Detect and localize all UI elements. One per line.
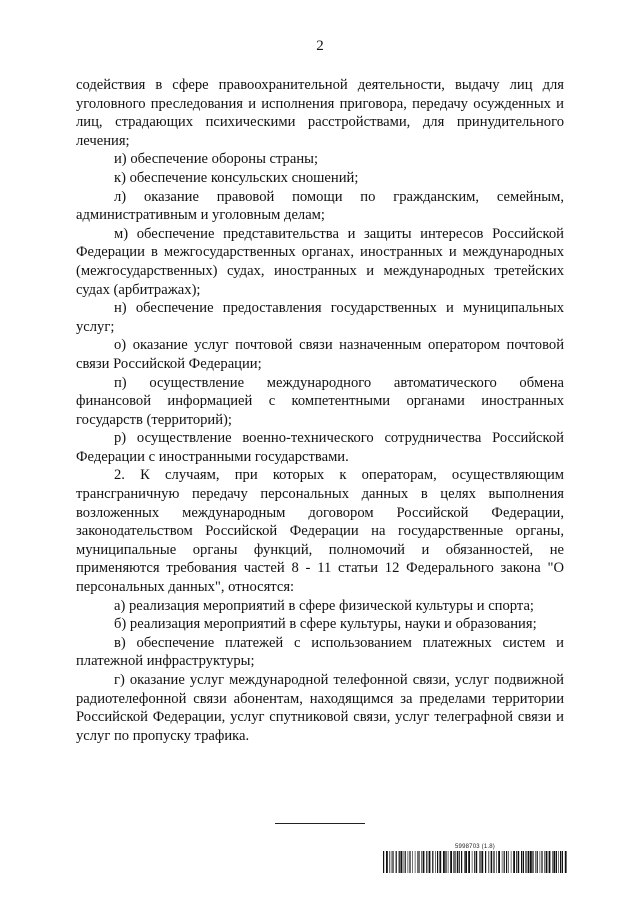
paragraph: а) реализация мероприятий в сфере физической культуры и спорта; (114, 597, 534, 614)
paragraph: н) обеспечение предоставления государственных и муниципальных услуг; (76, 300, 564, 335)
document-body (76, 76, 564, 745)
paragraph: б) реализация мероприятий в сфере культуры, науки и образования; (114, 616, 537, 633)
paragraph: м) обеспечение представительства и защиты интересов Российской Федерации в межгосударственных органах, иностранных и международных (межгосударственных) судах, иностранных и международных третейских судах (арбитражах); (76, 225, 564, 298)
paragraph: 2. К случаям, при которых к операторам, осуществляющим трансграничную передачу персональных данных в целях выполнения возложенных международным договором Российской Федерации, законодательством Российской Федерации на государственные органы, муниципальные органы функций, полномочий и обязанностей, не применяются требования частей 8 - 11 статьи 12 Федерального закона "О персональных данных", относятся: (76, 467, 564, 596)
paragraph: в) обеспечение платежей с использованием платежных систем и платежной инфраструктуры; (76, 634, 564, 670)
footnote-divider (275, 823, 365, 824)
paragraph: и) обеспечение обороны страны; (114, 151, 319, 168)
paragraph-continued: содействия в сфере правоохранительной деятельности, выдачу лиц для уголовного преследования и исполнения приговора, передачу осужденных и лиц, страдающих психическими расстройствами, для принудительного лечения; (76, 77, 564, 149)
document-code: 5998703 (1.8) (455, 844, 495, 850)
paragraph: к) обеспечение консульских сношений; (114, 169, 359, 186)
paragraph: л) оказание правовой помощи по гражданским, семейным, административным и уголовным делам; (76, 188, 564, 224)
paragraph: о) оказание услуг почтовой связи назначенным оператором почтовой связи Российской Федерации; (76, 337, 564, 372)
barcode-image (383, 851, 567, 873)
paragraph: р) осуществление военно-технического сотрудничества Российской Федерации с иностранными государствами. (76, 430, 564, 465)
paragraph: г) оказание услуг международной телефонной связи, услуг подвижной радиотелефонной связи абонентам, находящимся за пределами территории Российской Федерации, услуг спутниковой связи, услуг телеграфной связи и услуг по пропуску трафика. (76, 672, 564, 744)
paragraph: п) осуществление международного автоматического обмена финансовой информацией с компетентными органами иностранных государств (территорий); (76, 374, 564, 428)
page-number: 2 (316, 38, 324, 54)
